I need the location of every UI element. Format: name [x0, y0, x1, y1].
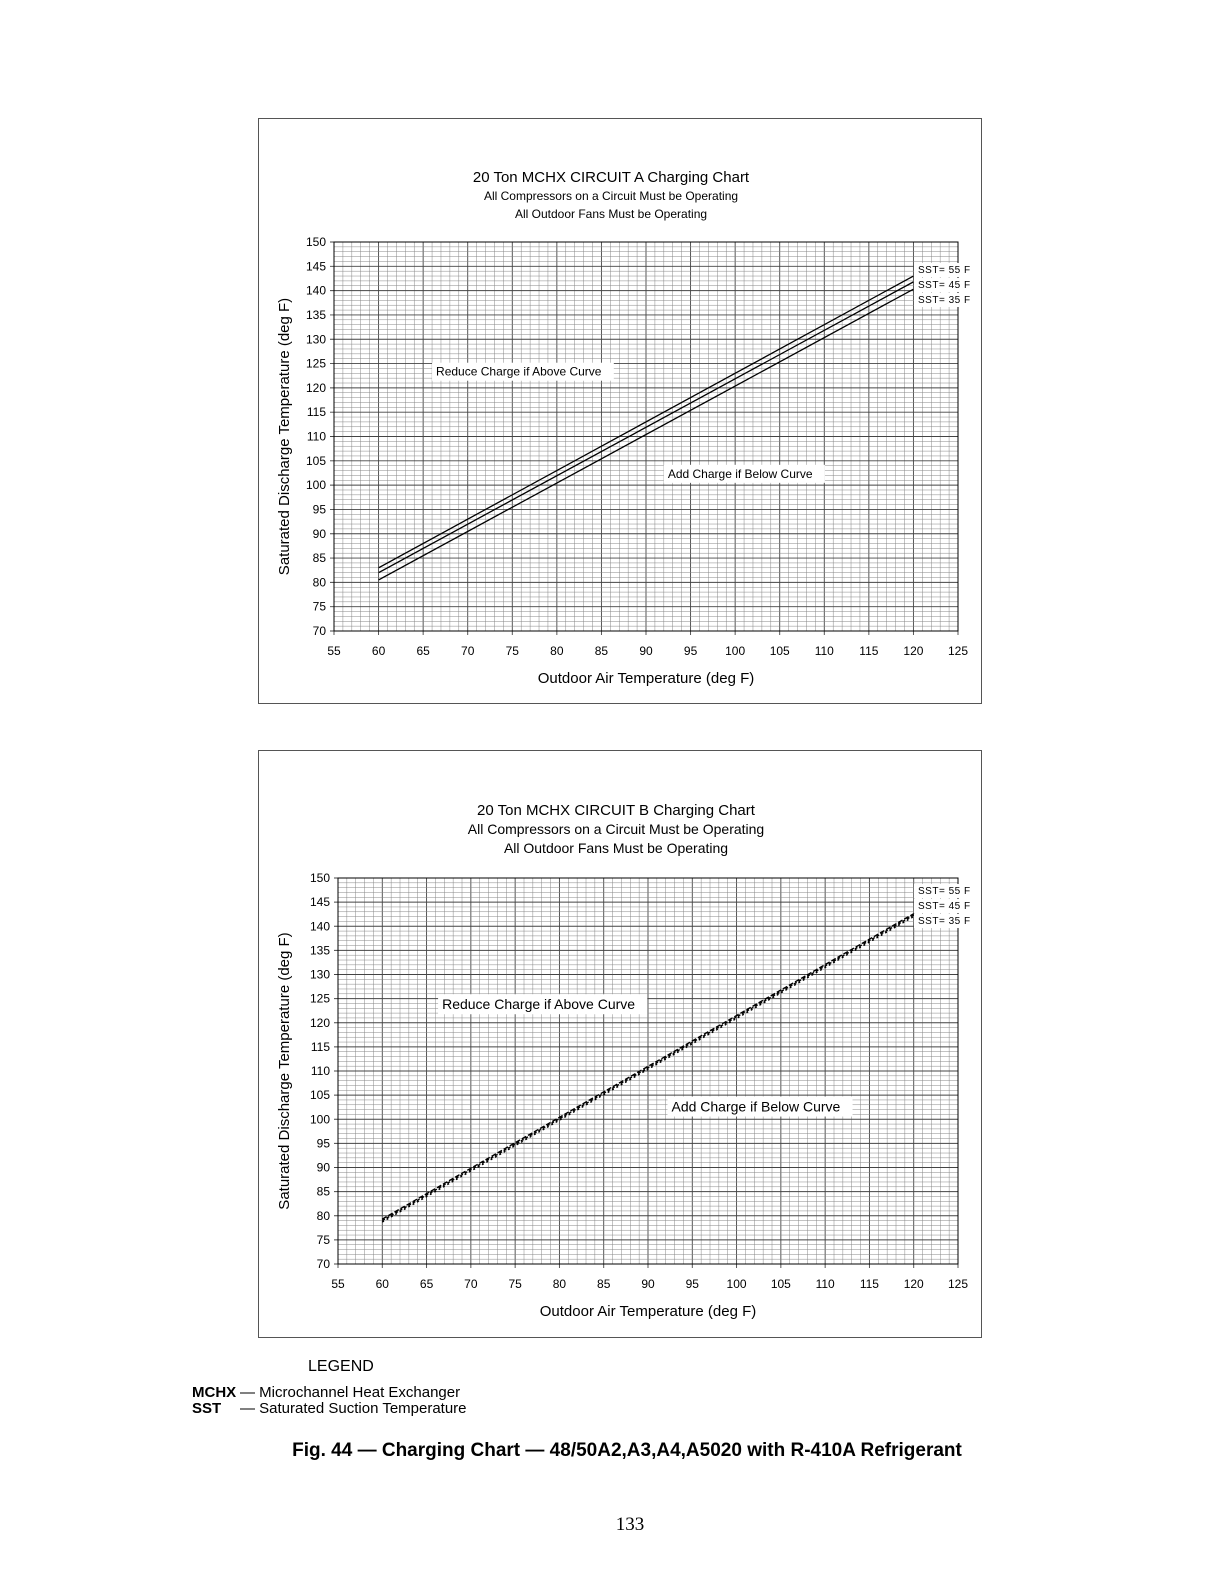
- legend-separator: —: [240, 1384, 255, 1401]
- x-tick-label: 80: [552, 1277, 567, 1291]
- y-tick-label: 70: [316, 1257, 330, 1271]
- chart-title: 20 Ton MCHX CIRCUIT A Charging Chart: [472, 169, 750, 186]
- y-tick-label: 150: [309, 871, 330, 885]
- y-tick-label: 135: [309, 943, 330, 958]
- y-tick-label: 80: [312, 575, 326, 590]
- y-tick-label: 105: [305, 453, 326, 468]
- y-tick-label: 90: [316, 1160, 330, 1175]
- x-tick-label: 125: [947, 644, 969, 658]
- chart-subtitle: All Outdoor Fans Must be Operating: [514, 207, 708, 221]
- chart-title: 20 Ton MCHX CIRCUIT B Charging Chart: [477, 802, 755, 819]
- legend-text: Microchannel Heat Exchanger: [259, 1384, 461, 1401]
- y-tick-label: 150: [305, 235, 326, 249]
- plot-grid: [334, 878, 958, 1268]
- y-tick-label: 125: [309, 991, 330, 1006]
- y-tick-label: 130: [305, 332, 326, 347]
- x-tick-label: 110: [814, 644, 834, 658]
- y-tick-label: 140: [309, 919, 330, 934]
- x-tick-label: 115: [859, 644, 879, 658]
- chart-circuit-b: [258, 750, 982, 1338]
- y-tick-label: 110: [310, 1064, 330, 1078]
- x-tick-label: 120: [903, 1277, 924, 1291]
- series-label: SST= 45 F: [918, 280, 971, 291]
- figure-caption: Fig. 44 — Charging Chart — 48/50A2,A3,A4,A5020 with R-410A Refrigerant: [292, 1440, 962, 1461]
- y-tick-label: 145: [305, 259, 326, 274]
- x-tick-label: 95: [685, 1277, 699, 1291]
- y-tick-label: 110: [306, 429, 326, 444]
- x-axis-label: Outdoor Air Temperature (deg F): [539, 1303, 757, 1320]
- y-tick-label: 75: [316, 1232, 330, 1247]
- legend-item-mchx: [192, 1385, 460, 1401]
- y-tick-label: 75: [312, 599, 326, 614]
- chart-circuit-b-svg: [259, 751, 981, 1337]
- plot-grid: [330, 242, 958, 635]
- x-tick-label: 70: [461, 644, 475, 658]
- chart-circuit-a-svg: [259, 119, 981, 703]
- legend-abbr: SST: [192, 1400, 222, 1417]
- y-tick-label: 100: [305, 478, 326, 493]
- chart-subtitle: All Outdoor Fans Must be Operating: [503, 840, 729, 856]
- y-tick-label: 115: [310, 1039, 330, 1054]
- x-tick-label: 85: [597, 1277, 611, 1291]
- x-tick-label: 90: [639, 644, 653, 658]
- y-tick-label: 135: [305, 307, 326, 322]
- y-tick-label: 120: [309, 1015, 330, 1030]
- x-tick-label: 95: [683, 644, 698, 658]
- chart-subtitle: All Compressors on a Circuit Must be Operating: [467, 821, 765, 837]
- x-tick-label: 115: [859, 1277, 879, 1291]
- legend-separator: —: [240, 1400, 255, 1417]
- annotation-add-charge: Add Charge if Below Curve: [671, 1098, 841, 1115]
- y-tick-label: 115: [306, 405, 326, 420]
- legend-text: Saturated Suction Temperature: [259, 1400, 467, 1417]
- x-tick-label: 80: [550, 644, 564, 658]
- series-label: SST= 55 F: [918, 886, 971, 897]
- y-tick-label: 130: [309, 967, 330, 982]
- y-tick-label: 90: [312, 526, 326, 541]
- x-tick-label: 65: [419, 1277, 434, 1291]
- x-tick-label: 105: [769, 644, 790, 658]
- y-axis-label: Saturated Discharge Temperature (deg F): [276, 297, 293, 576]
- annotation-reduce-charge: Reduce Charge if Above Curve: [442, 996, 636, 1013]
- x-tick-label: 105: [770, 1277, 791, 1291]
- y-tick-label: 95: [316, 1136, 330, 1151]
- series-label: SST= 35 F: [918, 295, 971, 306]
- y-tick-label: 80: [316, 1208, 330, 1223]
- series-label: SST= 45 F: [918, 901, 971, 912]
- x-axis-label: Outdoor Air Temperature (deg F): [537, 670, 755, 687]
- y-axis-label: Saturated Discharge Temperature (deg F): [276, 932, 293, 1210]
- x-tick-label: 70: [464, 1277, 478, 1291]
- legend-item-sst: [192, 1401, 467, 1417]
- page-number: 133: [615, 1514, 645, 1535]
- series-label: SST= 55 F: [918, 265, 971, 276]
- x-tick-label: 125: [947, 1277, 969, 1291]
- x-tick-label: 110: [815, 1277, 835, 1291]
- y-tick-label: 70: [312, 624, 326, 638]
- x-tick-label: 60: [371, 644, 386, 658]
- y-tick-label: 120: [305, 380, 326, 395]
- y-tick-label: 105: [309, 1088, 330, 1103]
- annotation-reduce-charge: Reduce Charge if Above Curve: [436, 364, 602, 379]
- x-tick-label: 55: [331, 1277, 345, 1291]
- x-tick-label: 120: [903, 644, 924, 658]
- series-label: SST= 35 F: [918, 916, 971, 927]
- x-tick-label: 85: [594, 644, 609, 658]
- chart-circuit-a: [258, 118, 982, 704]
- x-tick-label: 55: [327, 644, 341, 658]
- y-tick-label: 85: [316, 1184, 330, 1199]
- y-tick-label: 100: [309, 1112, 330, 1127]
- y-tick-label: 95: [312, 502, 326, 517]
- annotation-add-charge: Add Charge if Below Curve: [667, 466, 813, 481]
- y-tick-label: 140: [305, 283, 326, 298]
- y-tick-label: 85: [312, 551, 326, 566]
- x-tick-label: 75: [505, 644, 519, 658]
- x-tick-label: 65: [416, 644, 430, 658]
- x-tick-label: 90: [641, 1277, 655, 1291]
- x-tick-label: 100: [726, 1277, 747, 1291]
- x-tick-label: 75: [508, 1277, 522, 1291]
- x-tick-label: 60: [375, 1277, 389, 1291]
- chart-subtitle: All Compressors on a Circuit Must be Operating: [483, 189, 739, 203]
- y-tick-label: 125: [305, 356, 326, 371]
- legend-heading: LEGEND: [308, 1358, 374, 1375]
- y-tick-label: 145: [309, 895, 330, 910]
- legend-abbr: MCHX: [192, 1384, 237, 1401]
- x-tick-label: 100: [725, 644, 746, 658]
